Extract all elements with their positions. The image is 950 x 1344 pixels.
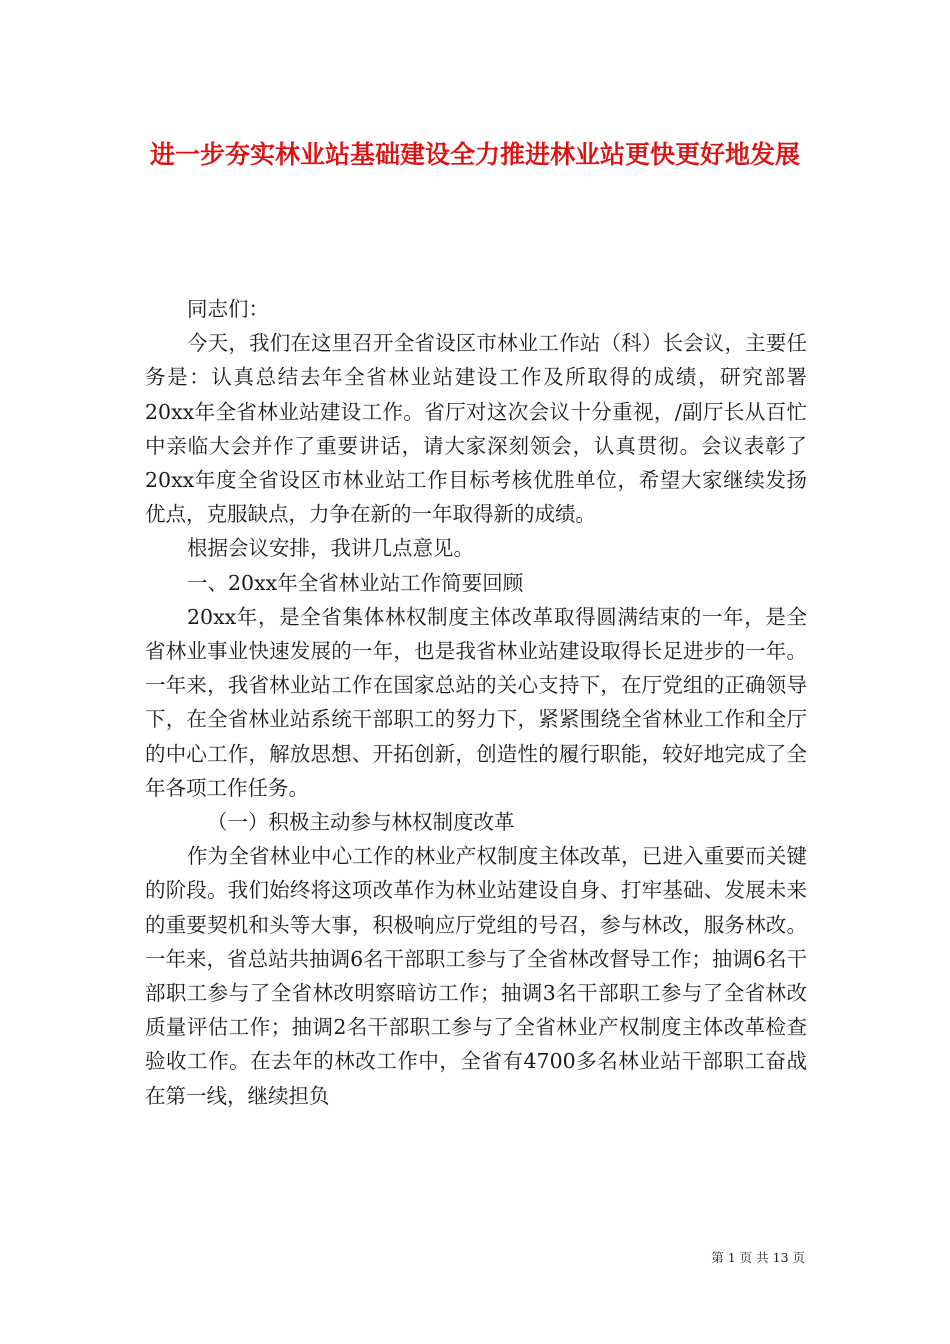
document-title: 进一步夯实林业站基础建设全力推进林业站更快更好地发展 xyxy=(149,140,800,169)
page-number: 第 1 页 共 13 页 xyxy=(711,1250,805,1265)
salutation: 同志们： xyxy=(187,297,269,321)
body-paragraph: 20xx年，是全省集体林权制度主体改革取得圆满结束的一年，是全省林业事业快速发展的一年，也是我省林业站建设取得长足进步的一年。一年来，我省林业站工作在国家总站的关心支持下，在厅党组的正确领导下，在全省林业站系统干部职工的努力下，紧紧围绕全省林业工作和全厅的中心工作，解放思想、开拓创新，创造性的履行职能，较好地完成了全年各项工作任务。 xyxy=(145,604,807,800)
body-paragraph: 作为全省林业中心工作的林业产权制度主体改革，已进入重要而关键的阶段。我们始终将这项改革作为林业站建设自身、打牢基础、发展未来的重要契机和头等大事，积极响应厅党组的号召，参与林改，服务林改。一年来，省总站共抽调6名干部职工参与了全省林改督导工作；抽调6名干部职工参与了全省林改明察暗访工作；抽调3名干部职工参与了全省林改质量评估工作；抽调2名干部职工参与了全省林业产权制度主体改革检查验收工作。在去年的林改工作中，全省有4700多名林业站干部职工奋战在第一线，继续担负 xyxy=(145,844,807,1108)
document-body xyxy=(145,292,807,1113)
subsection-heading: （一）积极主动参与林权制度改革 xyxy=(207,810,515,835)
section-heading: 一、20xx年全省林业站工作简要回顾 xyxy=(187,570,524,595)
body-paragraph: 根据会议安排，我讲几点意见。 xyxy=(187,536,474,561)
body-paragraph: 今天，我们在这里召开全省设区市林业工作站（科）长会议，主要任务是：认真总结去年全省林业站建设工作及所取得的成绩，研究部署20xx年全省林业站建设工作。省厅对这次会议十分重视，/副厅长从百忙中亲临大会并作了重要讲话，请大家深刻领会，认真贯彻。会议表彰了20xx年度全省设区市林业站工作目标考核优胜单位，希望大家继续发扬优点，克服缺点，力争在新的一年取得新的成绩。 xyxy=(145,331,807,527)
